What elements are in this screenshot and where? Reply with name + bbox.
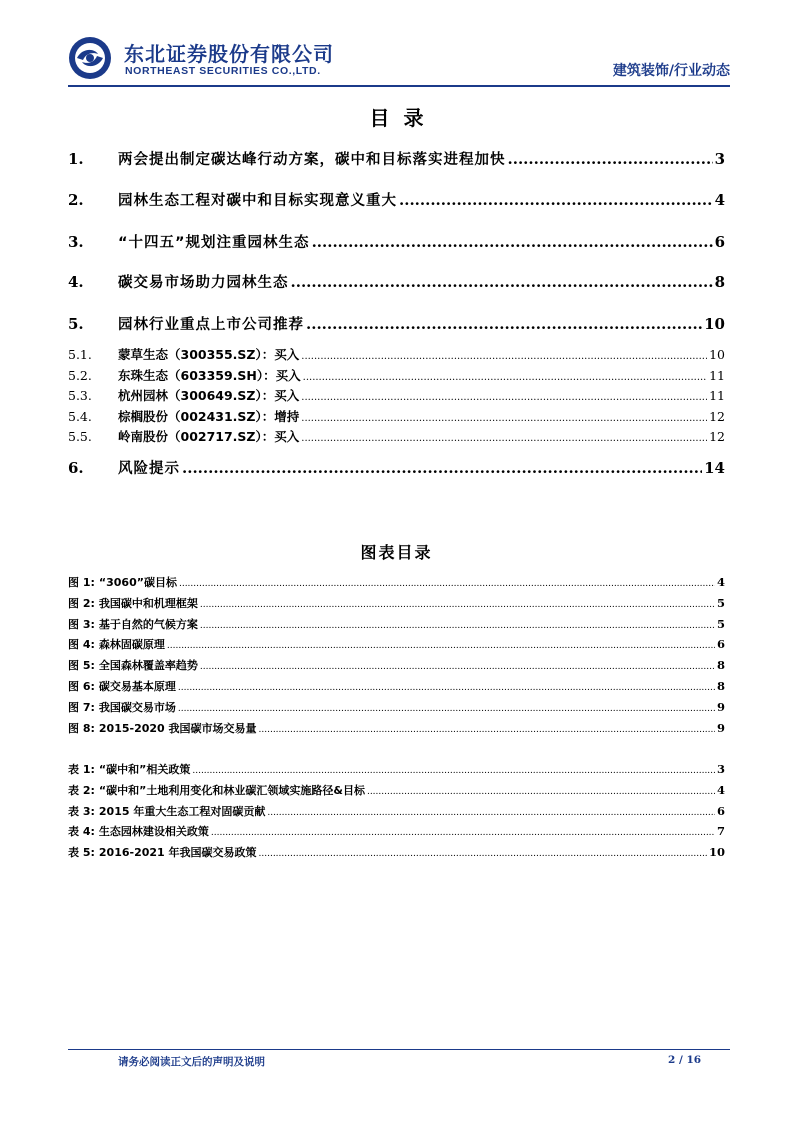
dot-leader: [200, 662, 715, 672]
entry-page: 7: [716, 824, 725, 839]
entry-number: 6.: [68, 459, 84, 477]
figure-entry[interactable]: [68, 616, 725, 632]
dot-leader: [267, 808, 715, 818]
entry-page: 14: [704, 459, 725, 477]
entry-label: “碳中和”相关政策: [98, 763, 191, 776]
dot-leader: [291, 273, 713, 291]
entry-page: 11: [709, 367, 725, 383]
dot-leader: [399, 191, 713, 209]
entry-number: 5.3.: [68, 388, 92, 404]
entry-label: 森林固碳原理: [98, 638, 165, 652]
toc-entry[interactable]: [68, 189, 725, 210]
entry-number: 表 2:: [68, 783, 95, 797]
dot-leader: [200, 621, 715, 631]
dot-leader: [211, 828, 715, 838]
entry-label: 2016-2021 年我国碳交易政策: [98, 846, 257, 860]
table-entry[interactable]: [68, 844, 725, 860]
table-entry[interactable]: [68, 782, 725, 798]
toc-subentry[interactable]: [68, 407, 725, 425]
toc-entry[interactable]: [68, 313, 725, 334]
entry-label: “3060”碳目标: [98, 576, 177, 589]
entry-number: 图 8:: [68, 721, 95, 735]
entry-page: 6: [716, 803, 725, 818]
entry-page: 10: [708, 845, 725, 860]
entry-label: “十四五”规划注重园林生态: [118, 235, 310, 251]
figure-entry[interactable]: [68, 720, 725, 736]
entry-page: 9: [716, 699, 725, 714]
entry-page: 11: [709, 388, 725, 404]
entry-label: 风险提示: [118, 461, 180, 477]
entry-number: 1.: [68, 150, 84, 168]
entry-page: 5: [716, 616, 725, 631]
toc-subentry[interactable]: [68, 345, 725, 363]
toc-subentry[interactable]: [68, 366, 725, 384]
entry-page: 8: [716, 679, 725, 693]
entry-label: 我国碳中和机理框架: [98, 596, 198, 610]
entry-number: 2.: [68, 191, 84, 209]
entry-label: 碳交易市场助力园林生态: [118, 275, 289, 291]
entry-page: 6: [714, 233, 725, 251]
entry-page: 10: [709, 347, 725, 362]
entry-label: 岭南股份（002717.SZ）：买入: [118, 429, 300, 445]
entry-page: 12: [709, 429, 725, 445]
toc-title: 目录: [369, 106, 438, 130]
entry-number: 表 1:: [68, 763, 95, 776]
toc-entry[interactable]: [68, 271, 725, 292]
entry-label: 我国碳交易市场: [98, 700, 176, 714]
entry-label: 基于自然的气候方案: [98, 617, 198, 631]
figure-entry[interactable]: [68, 678, 725, 694]
page-number: 2 / 16: [668, 1054, 702, 1066]
dot-leader: [259, 725, 715, 735]
dot-leader: [312, 233, 713, 251]
dot-leader: [200, 600, 715, 610]
entry-page: 8: [714, 273, 725, 291]
toc-subentry[interactable]: [68, 427, 725, 445]
dot-leader: [182, 459, 702, 477]
entry-page: 5: [716, 595, 725, 610]
dot-leader: [301, 433, 707, 444]
figure-entry[interactable]: [68, 595, 725, 611]
toc-entry[interactable]: [68, 457, 725, 478]
entry-label: 杭州园林（300649.SZ）：买入: [118, 388, 300, 404]
figures-title: 图表目录: [360, 543, 433, 562]
dot-leader: [179, 579, 715, 589]
entry-label: 2015 年重大生态工程对固碳贡献: [98, 804, 266, 818]
toc-subentry[interactable]: [68, 386, 725, 404]
toc-entry[interactable]: [68, 231, 725, 252]
entry-number: 图 5:: [68, 659, 95, 673]
entry-number: 3.: [68, 233, 84, 251]
entry-label: 生态园林建设相关政策: [98, 825, 209, 839]
dot-leader: [167, 641, 715, 651]
company-name-en: NORTHEAST SECURITIES CO.,LTD.: [125, 65, 321, 77]
entry-page: 9: [716, 720, 725, 735]
entry-label: 东珠生态（603359.SH）：买入: [118, 367, 301, 383]
entry-page: 4: [716, 575, 725, 589]
entry-label: 碳交易基本原理: [98, 680, 176, 693]
figure-entry[interactable]: [68, 574, 725, 590]
entry-page: 3: [716, 762, 725, 776]
figure-entry[interactable]: [68, 657, 725, 673]
footer-divider: [68, 1049, 730, 1050]
figure-entry[interactable]: [68, 699, 725, 715]
dot-leader: [259, 849, 707, 859]
entry-number: 图 1:: [68, 576, 95, 589]
entry-label: 园林生态工程对碳中和目标实现意义重大: [118, 193, 397, 209]
dot-leader: [178, 683, 715, 693]
entry-number: 表 3:: [68, 804, 95, 818]
entry-label: 蒙草生态（300355.SZ）：买入: [118, 347, 300, 362]
dot-leader: [306, 315, 702, 333]
figure-entry[interactable]: [68, 636, 725, 652]
table-entry[interactable]: [68, 823, 725, 839]
dot-leader: [301, 413, 707, 424]
table-entry[interactable]: [68, 803, 725, 819]
entry-label: 棕榈股份（002431.SZ）：增持: [118, 408, 300, 424]
page-header: [68, 34, 730, 82]
entry-number: 图 2:: [68, 596, 95, 610]
entry-page: 6: [716, 637, 725, 652]
entry-page: 10: [704, 315, 725, 333]
entry-label: 园林行业重点上市公司推荐: [118, 317, 304, 333]
entry-number: 4.: [68, 273, 84, 291]
entry-page: 8: [716, 658, 725, 673]
company-logo-icon: [68, 36, 112, 80]
header-divider: [68, 85, 730, 87]
entry-number: 5.5.: [68, 429, 92, 445]
dot-leader: [301, 392, 707, 403]
entry-number: 表 5:: [68, 846, 95, 860]
table-entry[interactable]: [68, 761, 725, 777]
dot-leader: [301, 351, 707, 362]
entry-page: 4: [714, 191, 725, 209]
entry-label: “碳中和”土地利用变化和林业碳汇领域实施路径&目标: [98, 783, 365, 797]
entry-number: 5.4.: [68, 408, 92, 424]
entry-page: 12: [709, 408, 725, 424]
entry-label: 全国森林覆盖率趋势: [98, 659, 198, 673]
entry-number: 图 6:: [68, 680, 95, 693]
dot-leader: [508, 150, 713, 168]
entry-number: 5.1.: [68, 347, 92, 362]
report-section-tag: 建筑装饰/行业动态: [612, 63, 730, 79]
entry-number: 图 4:: [68, 638, 95, 652]
dot-leader: [367, 787, 715, 797]
entry-label: 2015-2020 我国碳市场交易量: [98, 721, 257, 735]
entry-number: 表 4:: [68, 825, 95, 839]
entry-number: 图 7:: [68, 700, 95, 714]
dot-leader: [178, 704, 715, 714]
dot-leader: [192, 766, 715, 776]
entry-page: 4: [716, 782, 725, 797]
entry-number: 图 3:: [68, 617, 95, 631]
entry-number: 5.: [68, 315, 84, 333]
entry-label: 两会提出制定碳达峰行动方案，碳中和目标落实进程加快: [118, 152, 506, 168]
company-name-cn: 东北证券股份有限公司: [124, 42, 334, 66]
disclaimer-note: 请务必阅读正文后的声明及说明: [118, 1056, 265, 1068]
entry-page: 3: [714, 150, 725, 168]
entry-number: 5.2.: [68, 367, 92, 383]
dot-leader: [303, 372, 707, 383]
toc-entry[interactable]: [68, 148, 725, 169]
